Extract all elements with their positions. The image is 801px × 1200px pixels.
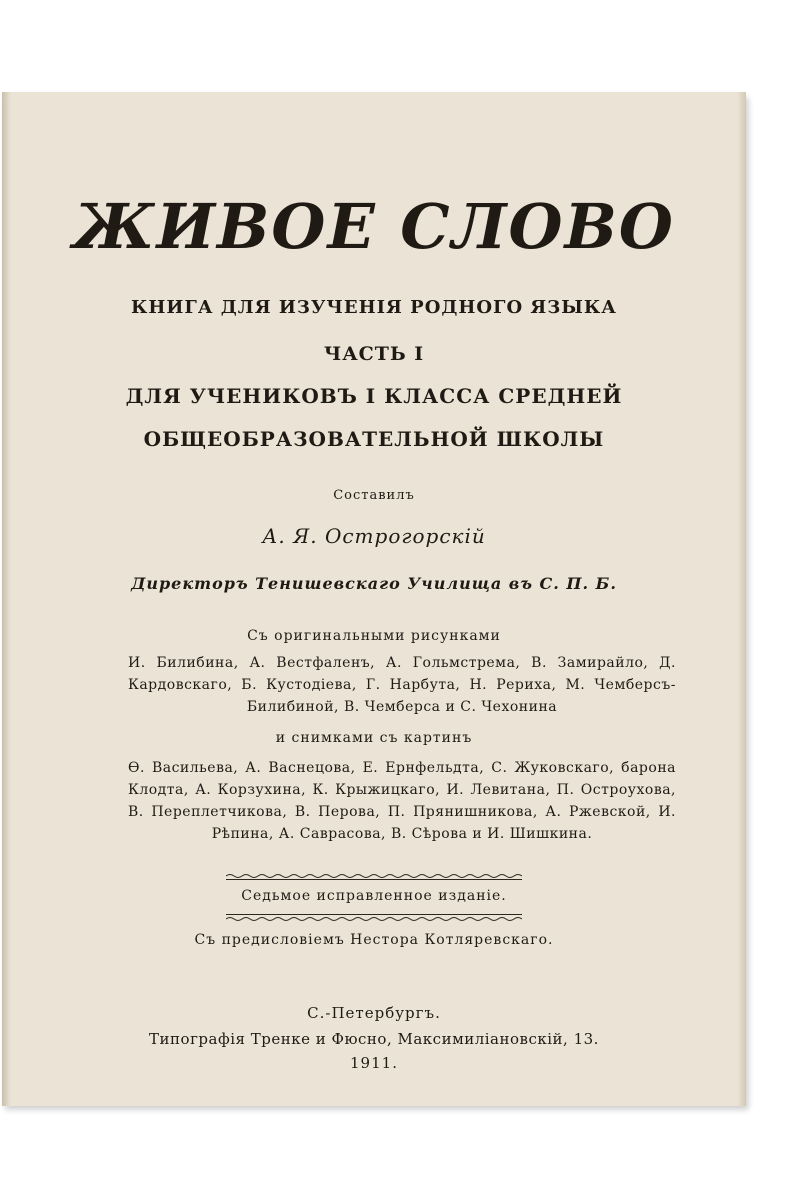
- compiled-by: Составилъ: [333, 488, 415, 503]
- divider-top: [226, 879, 522, 880]
- ornament-rule-bottom: [226, 916, 522, 922]
- snapshots-heading: и снимками съ картинъ: [275, 730, 473, 746]
- publication-city: С.-Петербургъ.: [307, 1004, 441, 1022]
- preface-note: Съ предисловіемъ Нестора Котляревскаго.: [194, 932, 554, 948]
- illustrators-list: И. Билибина, А. Вестфаленъ, А. Гольмстрема, В. Замирайло, Д. Кардовскаго, Б. Кустодіева, Г. Нарбута, Н. Рериха, М. Чемберсъ-Билибиной, В. Чемберса и С. Чехонина: [128, 655, 676, 715]
- class-line: ДЛЯ УЧЕНИКОВЪ I КЛАССА СРЕДНЕЙ: [125, 384, 623, 408]
- printer-address: Типографія Тренке и Фюсно, Максимиліановскій, 13.: [149, 1030, 599, 1048]
- author-position: Директоръ Тенишевскаго Училища въ С. П. Б.: [131, 574, 617, 593]
- book-title: ЖИВОЕ СЛОВО: [73, 190, 675, 263]
- part-number: ЧАСТЬ I: [323, 343, 425, 365]
- book-subtitle: КНИГА ДЛЯ ИЗУЧЕНІЯ РОДНОГО ЯЗЫКА: [131, 297, 617, 318]
- school-line: ОБЩЕОБРАЗОВАТЕЛЬНОЙ ШКОЛЫ: [143, 427, 605, 451]
- divider-bottom: [226, 914, 522, 915]
- author-name: А. Я. Острогорскій: [262, 524, 486, 548]
- edition-note: Седьмое исправленное изданіе.: [241, 888, 507, 904]
- title-page: [2, 92, 746, 1106]
- painters-list: Ѳ. Васильева, А. Васнецова, Е. Ернфельдта, С. Жуковскаго, барона Клодта, А. Корзухина, К. Крыжицкаго, И. Левитана, П. Остроухова, В. Переплетчикова, В. Перова, П. Прянишникова, А. Ржевской, И. Рѣпина, А. Саврасова, В. Сѣрова и И. Шишкина.: [128, 760, 676, 842]
- publication-year: 1911.: [350, 1054, 398, 1072]
- drawings-heading: Съ оригинальными рисунками: [247, 628, 501, 644]
